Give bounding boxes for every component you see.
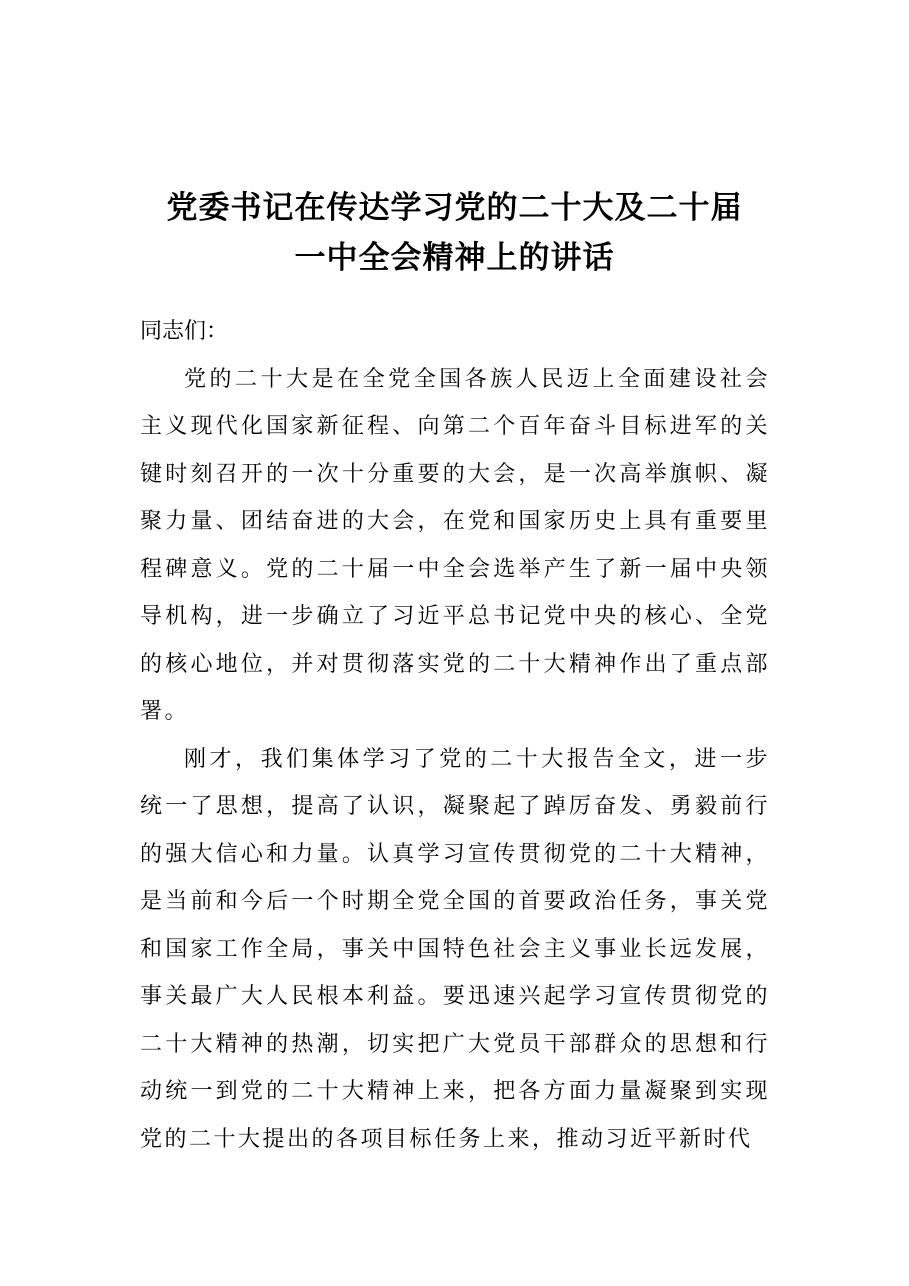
title-line-2: 一中全会精神上的讲话 <box>294 239 615 276</box>
salutation: 同志们： <box>140 319 229 344</box>
title-line-1: 党委书记在传达学习党的二十大及二十届 <box>166 189 743 226</box>
document-body <box>140 308 770 1163</box>
paragraph-2: 刚才，我们集体学习了党的二十大报告全文，进一步统一了思想，提高了认识，凝聚起了踔厉奋发、勇毅前行的强大信心和力量。认真学习宣传贯彻党的二十大精神，是当前和今后一个时期全党全国的首要政治任务，事关党和国家工作全局，事关中国特色社会主义事业长远发展，事关最广大人民根本利益。要迅速兴起学习宣传贯彻党的二十大精神的热潮，切实把广大党员干部群众的思想和行动统一到党的二十大精神上来，把各方面力量凝聚到实现党的二十大提出的各项目标任务上来，推动习近平新时代 <box>140 746 770 1152</box>
document-title <box>100 183 809 283</box>
paragraph-1: 党的二十大是在全党全国各族人民迈上全面建设社会主义现代化国家新征程、向第二个百年奋斗目标进军的关键时刻召开的一次十分重要的大会，是一次高举旗帜、凝聚力量、团结奋进的大会，在党和国家历史上具有重要里程碑意义。党的二十届一中全会选举产生了新一届中央领导机构，进一步确立了习近平总书记党中央的核心、全党的核心地位，并对贯彻落实党的二十大精神作出了重点部署。 <box>140 366 770 724</box>
